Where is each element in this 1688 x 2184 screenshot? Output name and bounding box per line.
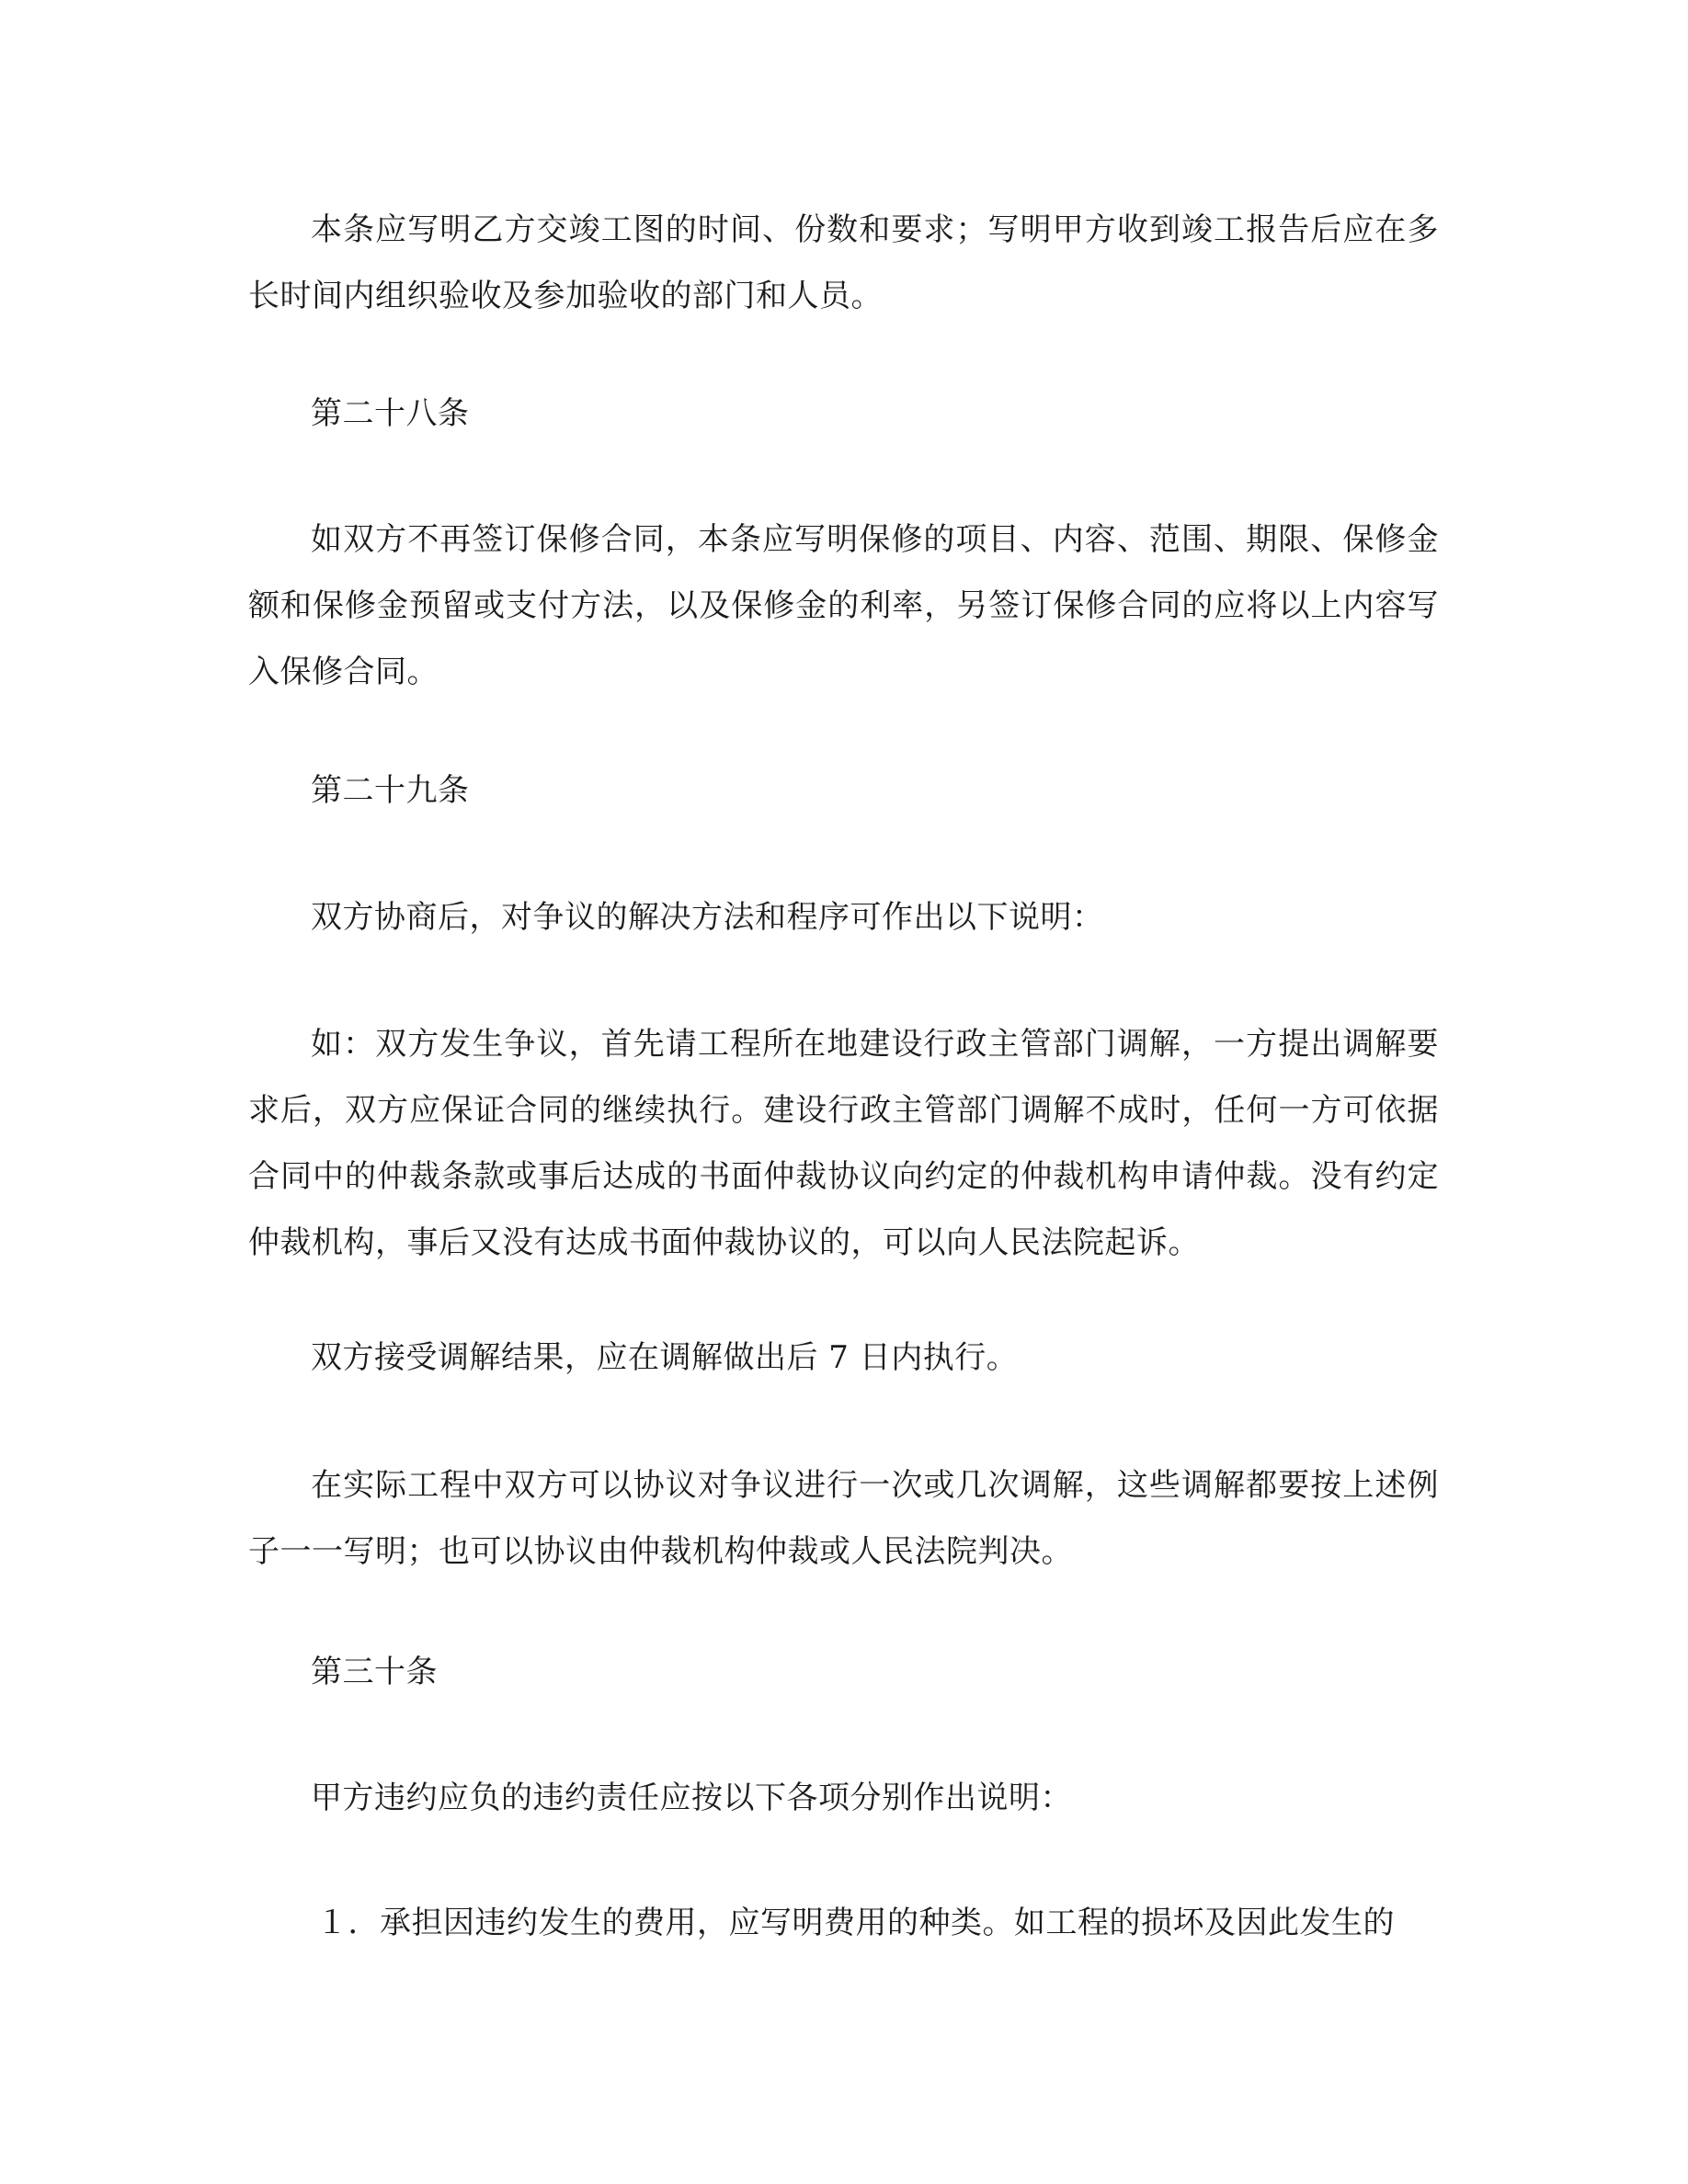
paragraph-dispute-example: 如：双方发生争议，首先请工程所在地建设行政主管部门调解，一方提出调解要求后，双方应保证合同的继续执行。建设行政主管部门调解不成时，任何一方可依据合同中的仲裁条款或事后达成的书面仲裁协议向约定的仲裁机构申请仲裁。没有约定仲裁机构，事后又没有达成书面仲裁协议的，可以向人民法院起诉。 bbox=[248, 1026, 1439, 1261]
paragraph-item-1: １．承担因违约发生的费用，应写明费用的种类。如工程的损坏及因此发生的 bbox=[316, 1905, 1395, 1941]
paragraph-breach-liability: 甲方违约应负的违约责任应按以下各项分别作出说明： bbox=[311, 1780, 1072, 1816]
paragraph-warranty: 如双方不再签订保修合同，本条应写明保修的项目、内容、范围、期限、保修金额和保修金预留或支付方法，以及保修金的利率，另签订保修合同的应将以上内容写入保修合同。 bbox=[248, 521, 1439, 690]
paragraph-completion-drawings: 本条应写明乙方交竣工图的时间、份数和要求；写明甲方收到竣工报告后应在多长时间内组织验收及参加验收的部门和人员。 bbox=[248, 211, 1439, 314]
paragraph-mediation-result: 双方接受调解结果，应在调解做出后 7 日内执行。 bbox=[311, 1339, 1019, 1376]
heading-article-30: 第三十条 bbox=[311, 1654, 438, 1690]
paragraph-dispute-intro: 双方协商后，对争议的解决方法和程序可作出以下说明： bbox=[311, 899, 1104, 936]
heading-article-29: 第二十九条 bbox=[311, 772, 470, 809]
paragraph-multiple-mediation: 在实际工程中双方可以协议对争议进行一次或几次调解，这些调解都要按上述例子一一写明；也可以协议由仲裁机构仲裁或人民法院判决。 bbox=[248, 1467, 1439, 1570]
heading-article-28: 第二十八条 bbox=[311, 395, 470, 432]
